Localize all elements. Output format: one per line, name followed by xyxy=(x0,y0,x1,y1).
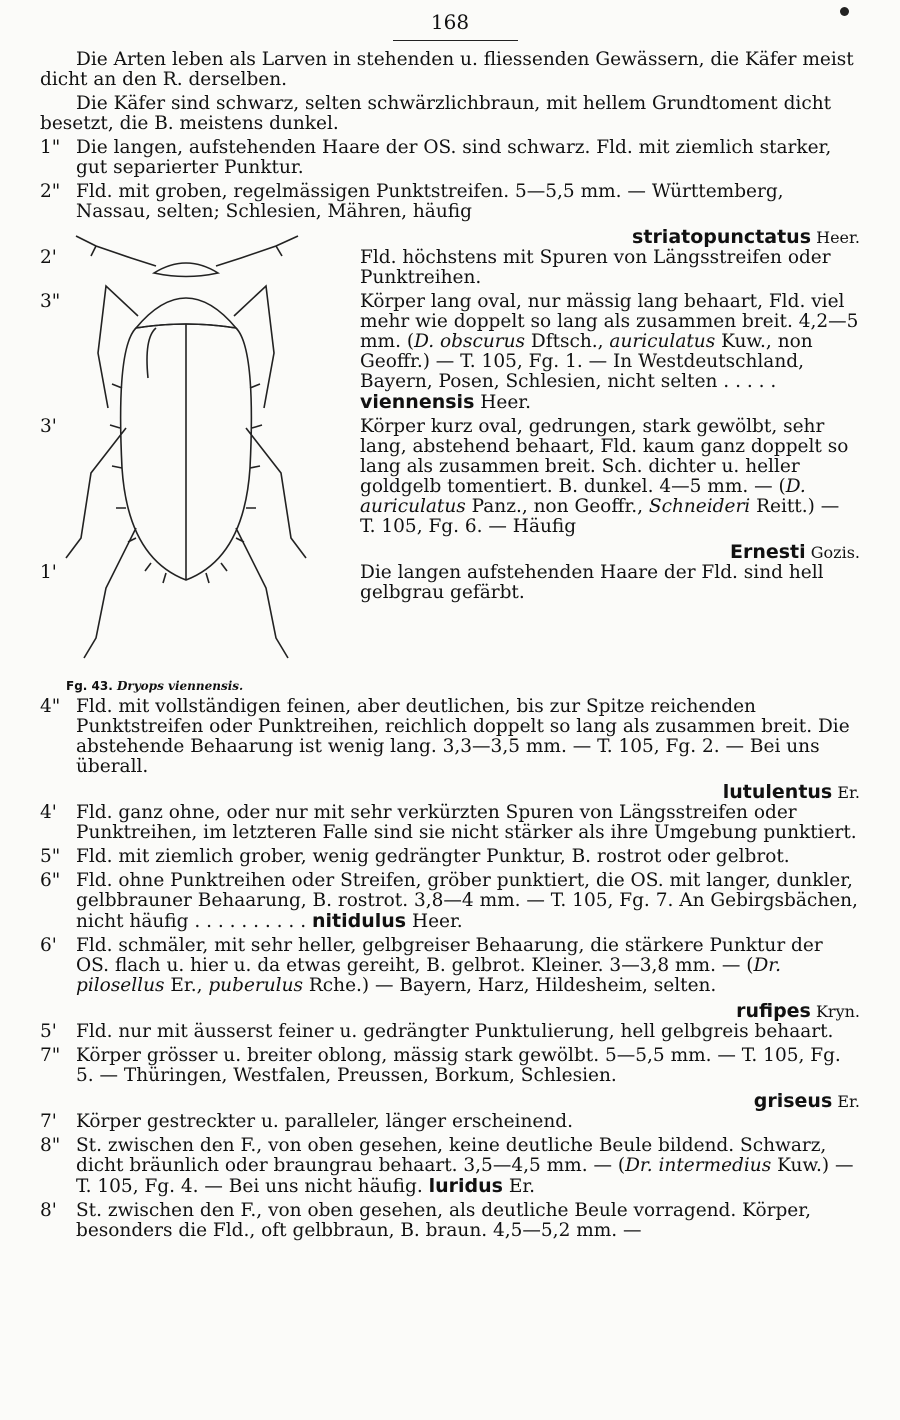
intro-paragraph-2: Die Käfer sind schwarz, selten schwärzlichbraun, mit hellem Grundtoment dicht besetzt, die B. meistens dunkel. xyxy=(40,93,832,134)
couplet-key: 6' xyxy=(40,935,57,956)
couplet-text: St. zwischen den F., von oben gesehen, keine deutliche Beule bildend. Schwarz, dicht bräunlich oder braungrau behaart. 3,5—4,5 mm. — ( xyxy=(76,1135,827,1176)
species-author: Heer. xyxy=(411,911,463,932)
couplet-5b xyxy=(40,1022,860,1042)
couplet-key: 3' xyxy=(40,416,57,437)
couplet-text: Fld. ganz ohne, oder nur mit sehr verkürzten Spuren von Längsstreifen oder Punktreihen, im letzteren Falle sind sie nicht stärker als ihre Umgebung punktiert. xyxy=(76,802,857,843)
couplet-key: 4' xyxy=(40,802,57,823)
synonym: auriculatus xyxy=(609,331,716,352)
species-author: Kryn. xyxy=(815,1002,860,1021)
couplet-text: Die langen aufstehenden Haare der Fld. sind hell gelbgrau gefärbt. xyxy=(360,562,824,603)
couplet-2a xyxy=(40,182,860,222)
couplet-key: 2" xyxy=(40,181,61,202)
couplet-text-cont: Er., xyxy=(164,975,209,996)
species-name: viennensis xyxy=(360,391,475,413)
species-name: lutulentus xyxy=(722,781,833,803)
couplet-8a xyxy=(40,1136,860,1197)
couplet-text: St. zwischen den F., von oben gesehen, als deutliche Beule vorragend. Körper, besonders die Fld., oft gelbbraun, B. braun. 4,5—5,2 mm. — xyxy=(76,1200,811,1241)
couplet-text: Fld. nur mit äusserst feiner u. gedrängter Punktulierung, hell gelbgreis behaart. xyxy=(76,1021,834,1042)
couplet-text: Fld. mit groben, regelmässigen Punktstreifen. 5—5,5 mm. — Württemberg, Nassau, selten; Schlesien, Mähren, häufig xyxy=(76,181,784,222)
synonym: Schneideri xyxy=(648,496,751,517)
synonym: D. auriculatus xyxy=(360,476,806,517)
couplet-key: 4" xyxy=(40,696,61,717)
intro-paragraph-1: Die Arten leben als Larven in stehenden u. fliessenden Gewässern, die Käfer meist dicht an den R. derselben. xyxy=(40,49,854,90)
key-text xyxy=(40,50,860,1245)
species-rufipes xyxy=(40,1000,860,1022)
species-author: Gozis. xyxy=(810,543,860,562)
couplet-key: 7" xyxy=(40,1045,61,1066)
couplet-key: 5' xyxy=(40,1021,57,1042)
couplet-key: 7' xyxy=(40,1111,57,1132)
couplet-text-cont: Reitt.) — T. 105, Fg. 6. — Häufig xyxy=(360,496,840,537)
species-author: Er. xyxy=(837,783,860,802)
species-author: Er. xyxy=(837,1092,860,1111)
couplet-text-cont: Dftsch., xyxy=(525,331,610,352)
species-author: Heer. xyxy=(816,228,860,247)
synonym: puberulus xyxy=(208,975,303,996)
couplet-key: 8" xyxy=(40,1135,61,1156)
couplet-2b xyxy=(40,248,860,288)
species-name: luridus xyxy=(428,1175,503,1197)
couplet-text-cont: Kuw.) — T. 105, Fg. 4. — Bei uns nicht häufig. xyxy=(76,1155,854,1197)
species-lutulentus xyxy=(40,781,860,803)
species-name: nitidulus xyxy=(311,910,407,932)
couplet-text: Körper gestreckter u. paralleler, länger erscheinend. xyxy=(76,1111,573,1132)
synonym: D. obscurus xyxy=(414,331,526,352)
ink-dot xyxy=(840,7,849,16)
couplet-text-cont: Kuw., non Geoffr.) — T. 105, Fg. 1. — In Westdeutschland, Bayern, Posen, Schlesien, nicht selten . . . . . xyxy=(360,331,813,392)
couplet-text: Körper grösser u. breiter oblong, mässig stark gewölbt. 5—5,5 mm. — T. 105, Fg. 5. — Thüringen, Westfalen, Preussen, Borkum, Schlesien. xyxy=(76,1045,841,1086)
couplet-text-cont: Rche.) — Bayern, Harz, Hildesheim, selten. xyxy=(302,975,717,996)
synonym: Dr. pilosellus xyxy=(76,955,781,996)
couplet-key: 3" xyxy=(40,291,61,312)
couplet-4a xyxy=(40,697,860,777)
couplet-text: Körper kurz oval, gedrungen, stark gewölbt, sehr lang, abstehend behaart, Fld. kaum ganz doppelt so lang als zusammen breit. Sch. dichter u. heller goldgelb tomentiert. B. dunkel. 4—5 mm. — ( xyxy=(360,416,849,497)
couplet-1b xyxy=(40,563,860,603)
species-griseus xyxy=(40,1090,860,1112)
couplet-text: Körper lang oval, nur mässig lang behaart, Fld. viel mehr wie doppelt so lang als zusammen breit. 4,2—5 mm. ( xyxy=(360,291,859,352)
couplet-text: Fld. schmäler, mit sehr heller, gelbgreiser Behaarung, die stärkere Punktur der OS. flach u. hier u. da etwas gereiht, B. gelbrot. Kleiner. 3—3,8 mm. — ( xyxy=(76,935,823,976)
couplet-6b xyxy=(40,936,860,996)
couplet-key: 1" xyxy=(40,137,61,158)
species-author: Heer. xyxy=(480,392,532,413)
couplet-8b xyxy=(40,1201,860,1241)
couplet-text: Die langen, aufstehenden Haare der OS. sind schwarz. Fld. mit ziemlich starker, gut separierter Punktur. xyxy=(76,137,832,178)
species-name: striatopunctatus xyxy=(632,226,812,248)
figure-number: Fg. 43. xyxy=(66,679,113,693)
synonym: Dr. intermedius xyxy=(625,1155,772,1176)
species-author: Er. xyxy=(508,1176,536,1197)
figure-species: Dryops viennensis. xyxy=(116,679,244,693)
couplet-text: Fld. ohne Punktreihen oder Streifen, gröber punktiert, die OS. mit langer, dunkler, gelbbrauner Behaarung, B. rostrot. 3,8—4 mm. — T. 105, Fg. 7. An Gebirgsbächen, nicht häufig . . . . . . . . . . xyxy=(76,870,858,932)
species-name: Ernesti xyxy=(729,541,806,563)
couplet-text: Fld. mit vollständigen feinen, aber deutlichen, bis zur Spitze reichenden Punktstreifen oder Punktreihen, reichlich doppelt so lang als zusammen breit. Die abstehende Behaarung ist wenig lang. 3,3—3,5 mm. — T. 105, Fg. 2. — Bei uns überall. xyxy=(76,696,850,777)
couplet-4b xyxy=(40,803,860,843)
couplet-key: 8' xyxy=(40,1200,57,1221)
header-rule xyxy=(393,40,518,41)
page-number: 168 xyxy=(430,10,470,34)
couplet-7a xyxy=(40,1046,860,1086)
couplet-5a xyxy=(40,847,860,867)
figure-caption xyxy=(66,679,243,693)
couplet-3b xyxy=(40,417,860,537)
species-name: griseus xyxy=(753,1090,833,1112)
couplet-text: Fld. mit ziemlich grober, wenig gedrängter Punktur, B. rostrot oder gelbrot. xyxy=(76,846,790,867)
couplet-text: Fld. höchstens mit Spuren von Längsstreifen oder Punktreihen. xyxy=(360,247,831,288)
couplet-key: 5" xyxy=(40,846,61,867)
couplet-key: 2' xyxy=(40,247,57,268)
couplet-text-cont: Panz., non Geoffr., xyxy=(465,496,649,517)
couplet-1a xyxy=(40,138,860,178)
couplet-3a xyxy=(40,292,860,413)
couplet-key: 1' xyxy=(40,562,57,583)
couplet-key: 6" xyxy=(40,870,61,891)
couplet-6a xyxy=(40,871,860,932)
species-name: rufipes xyxy=(736,1000,811,1022)
couplet-7b xyxy=(40,1112,860,1132)
